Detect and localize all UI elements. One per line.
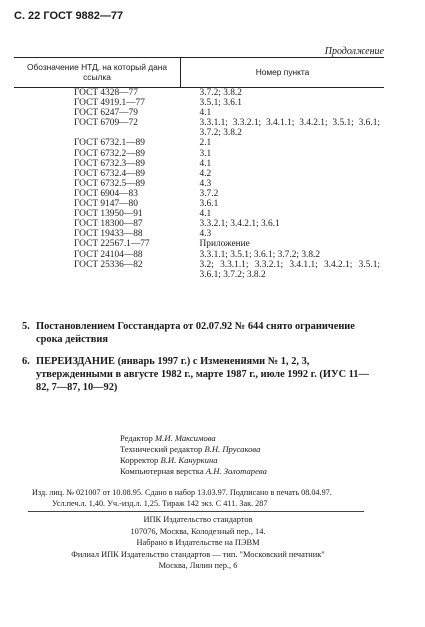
clause-number-cell: 4.3 — [199, 229, 212, 240]
clause-number-cell: 3.7.2 — [199, 188, 219, 199]
reference-table — [14, 57, 384, 280]
table-continuation-label: Продолжение — [324, 46, 384, 57]
document-designation-cell: ГОСТ 19433—88 — [74, 229, 143, 240]
item-5-number: 5. — [22, 321, 30, 332]
clause-number-cell: 3.3.1.1; 3.5.1; 3.6.1; 3.7.2; 3.8.2 — [199, 249, 321, 260]
document-designation-cell: ГОСТ 25336—82 — [74, 259, 143, 270]
table-row — [14, 118, 384, 138]
item-6-text: ПЕРЕИЗДАНИЕ (январь 1997 г.) с Изменениями № 1, 2, 3, утвержденными в августе 1982 г., марте 1987 г., июле 1992 г. (ИУС 11—82, 7—87, 10—92) — [36, 356, 369, 393]
clause-number-cell: 4.1 — [199, 209, 212, 220]
document-designation-cell: ГОСТ 13950—91 — [74, 209, 143, 220]
clause-number-cell: 4.1 — [199, 108, 212, 119]
clause-number-cell: Приложение — [199, 239, 250, 250]
document-designation-cell: ГОСТ 6732.4—89 — [74, 168, 145, 179]
item-5-text: Постановлением Госстандарта от 02.07.92 № 644 снято ограничение срока действия — [36, 321, 355, 345]
publisher-line: Москва, Лялин пер., 6 — [158, 561, 238, 570]
clause-number-cell: 3.6.1 — [199, 199, 219, 210]
document-designation-cell: ГОСТ 6247—79 — [74, 108, 138, 119]
clause-number-cell: 4.1 — [199, 158, 212, 169]
table-row — [14, 229, 384, 239]
table-row — [14, 149, 384, 159]
document-designation-cell: ГОСТ 6732.2—89 — [74, 148, 145, 159]
publisher-line: 107076, Москва, Колодезный пер., 14. — [130, 526, 266, 536]
document-designation-cell: ГОСТ 6732.5—89 — [74, 178, 145, 189]
credit-role: Редактор — [120, 433, 153, 443]
item-5 — [22, 320, 370, 346]
credit-technical-editor — [120, 444, 267, 455]
imprint-info — [32, 488, 332, 509]
table-row — [14, 88, 384, 99]
table-row — [14, 239, 384, 249]
credit-role: Компьютерная верстка — [120, 466, 204, 476]
clause-number-cell: 3.3.1.1; 3.3.2.1; 3.4.1.1; 3.4.2.1; 3.5.1; 3.6.1; 3.7.2; 3.8.2 — [199, 118, 380, 139]
table-row — [14, 250, 384, 260]
table-row — [14, 260, 384, 280]
editorial-credits — [120, 433, 267, 477]
document-designation-cell: ГОСТ 4328—77 — [74, 88, 138, 98]
table-row — [14, 219, 384, 229]
clause-number-cell: 3.2; 3.3.1.1; 3.3.2.1; 3.4.1.1; 3.4.2.1; 3.5.1; 3.6.1; 3.7.2; 3.8.2 — [199, 259, 380, 280]
clause-number-cell: 3.5.1; 3.6.1 — [199, 98, 242, 109]
document-designation-cell: ГОСТ 6709—72 — [74, 118, 138, 129]
clause-number-cell: 3.3.2.1; 3.4.2.1; 3.6.1 — [199, 219, 280, 230]
document-designation-cell: ГОСТ 18300—87 — [74, 219, 143, 230]
credit-role: Корректор — [120, 455, 159, 465]
table-row — [14, 138, 384, 148]
table-row — [14, 189, 384, 199]
credit-role: Технический редактор — [120, 444, 203, 454]
publisher-line: Набрано в Издательстве на ПЭВМ — [136, 538, 260, 547]
credit-name: М.И. Максимова — [155, 433, 216, 443]
document-designation-cell: ГОСТ 24104—88 — [74, 249, 143, 260]
document-designation-cell: ГОСТ 6904—83 — [74, 188, 138, 199]
item-6 — [22, 355, 370, 394]
clause-number-cell: 4.3 — [199, 178, 212, 189]
publisher-line: ИПК Издательство стандартов — [143, 515, 253, 524]
document-designation-cell: ГОСТ 9147—80 — [74, 199, 138, 210]
publisher-info — [32, 514, 364, 572]
credit-name: В.И. Кануркина — [160, 455, 218, 465]
table-row — [14, 199, 384, 209]
table-row — [14, 209, 384, 219]
table-header-row — [14, 58, 384, 88]
table-body — [14, 88, 384, 280]
table-row — [14, 159, 384, 169]
imprint-divider — [28, 511, 364, 512]
clause-number-cell: 3.1 — [199, 148, 212, 159]
publisher-line: Филиал ИПК Издательство стандартов — тип. "Московский печатник" — [71, 549, 325, 559]
imprint-line-2: Усл.печ.л. 1,40. Уч.-изд.л. 1,25. Тираж 142 экз. С 411. Зак. 287 — [52, 498, 268, 508]
document-designation-cell: ГОСТ 4919.1—77 — [74, 98, 145, 109]
table-row — [14, 169, 384, 179]
imprint-line-1: Изд. лиц. № 021007 от 10.08.95. Сдано в набор 13.03.97. Подписано в печать 08.04.97. — [32, 488, 332, 497]
credit-proofreader — [120, 455, 267, 466]
credit-name: В.Н. Прусакова — [204, 444, 261, 454]
credit-layout — [120, 466, 267, 477]
clause-number-cell: 2.1 — [199, 138, 212, 149]
credit-editor — [120, 433, 267, 444]
table-row — [14, 179, 384, 189]
column-header-clause: Номер пункта — [181, 58, 385, 88]
document-designation-cell: ГОСТ 6732.1—89 — [74, 138, 145, 149]
page-header: С. 22 ГОСТ 9882—77 — [14, 10, 124, 22]
document-designation-cell: ГОСТ 6732.3—89 — [74, 158, 145, 169]
table-row — [14, 98, 384, 108]
clause-number-cell: 3.7.2; 3.8.2 — [199, 88, 242, 98]
clause-number-cell: 4.2 — [199, 168, 212, 179]
document-designation-cell: ГОСТ 22567.1—77 — [74, 239, 150, 250]
credit-name: А.Н. Золотарева — [205, 466, 267, 476]
column-header-document: Обозначение НТД, на который дана ссылка — [14, 58, 181, 88]
table-row — [14, 108, 384, 118]
item-6-number: 6. — [22, 356, 30, 367]
